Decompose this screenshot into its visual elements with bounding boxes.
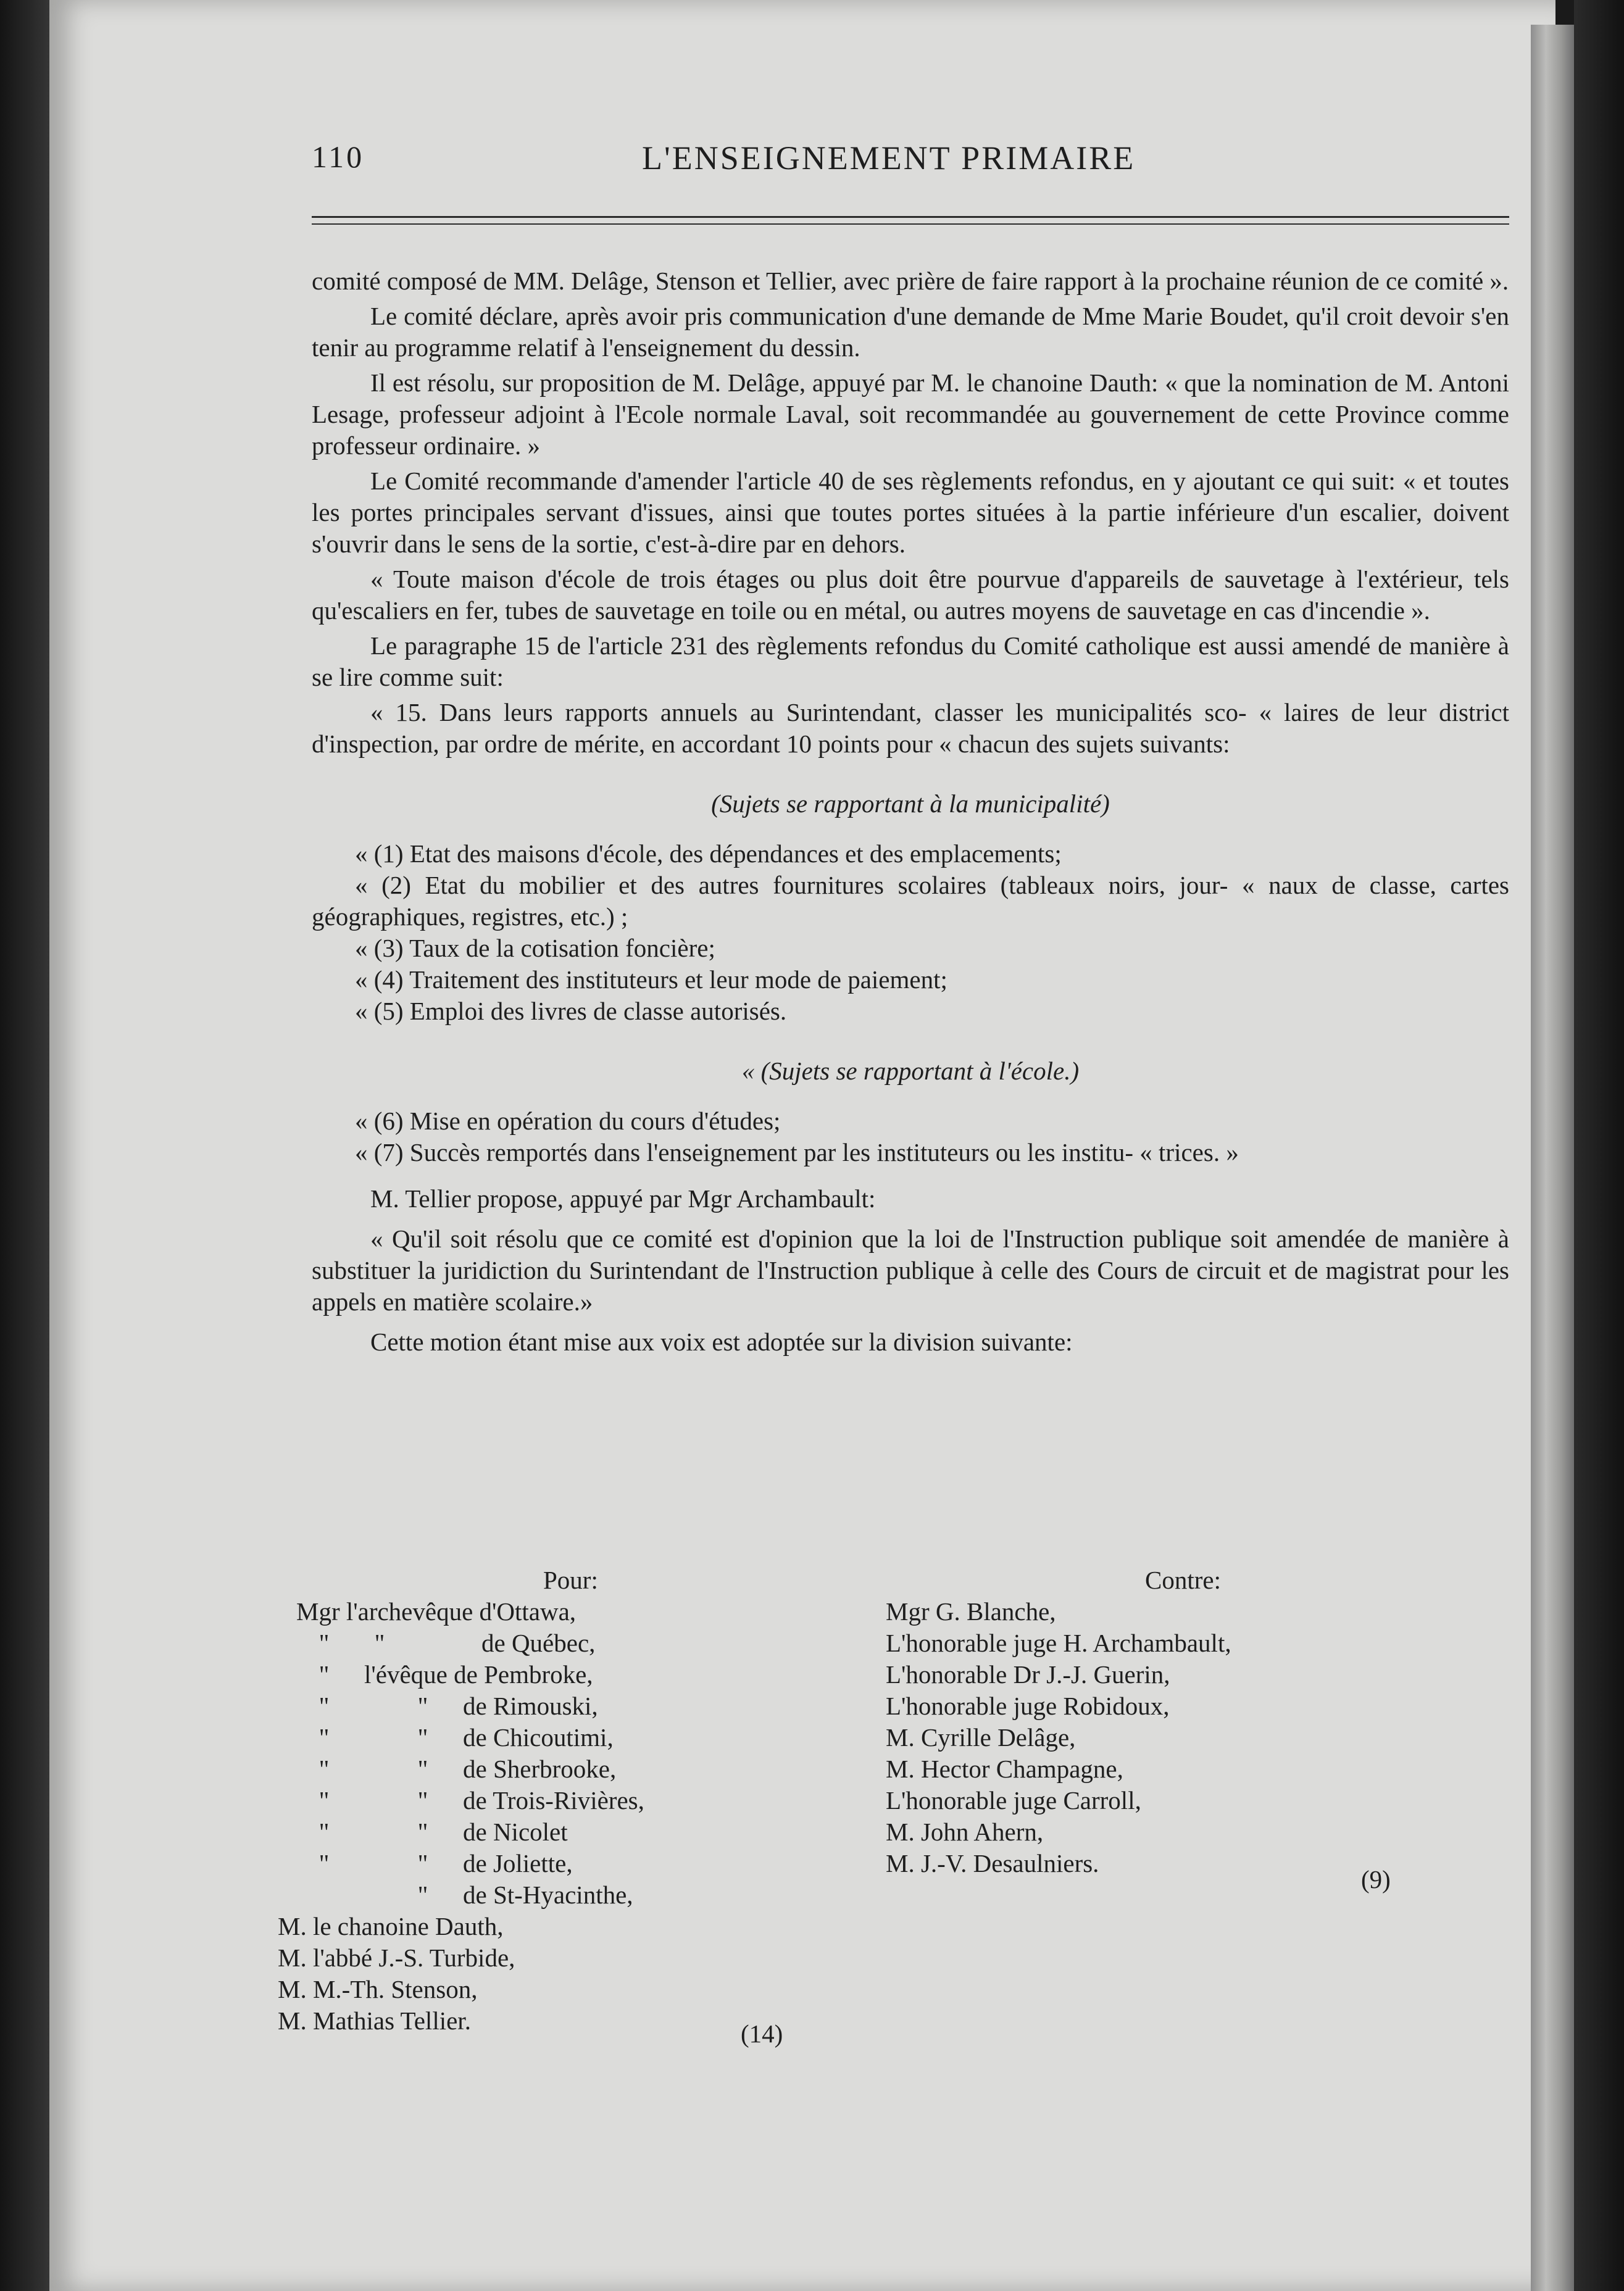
voter [278, 1785, 833, 1816]
section-heading-municipalite: (Sujets se rapportant à la municipalité) [711, 789, 1110, 818]
pour-count: (14) [741, 2019, 783, 2048]
votes-pour [278, 1565, 833, 2037]
voter: M. J.-V. Desaulniers. [886, 1849, 1099, 1877]
ditto-mark: " [417, 1818, 428, 1846]
section-heading-ecole: « (Sujets se rapportant à l'école.) [741, 1057, 1080, 1085]
voter [278, 1753, 833, 1785]
voter: M. Mathias Tellier. [278, 2006, 471, 2035]
voter-see: de St-Hyacinthe, [463, 1881, 633, 1909]
header-rule-bottom [312, 223, 1509, 225]
list-item: « (1) Etat des maisons d'école, des dépendances et des emplacements; [355, 839, 1062, 868]
list-item: « (2) Etat du mobilier et des autres fournitures scolaires (tableaux noirs, jour- « naux de classe, cartes géographiques, registres, etc.) ; [312, 871, 1509, 931]
voter: M. le chanoine Dauth, [278, 1912, 504, 1940]
ditto-mark: " [417, 1755, 428, 1783]
voter [278, 1659, 833, 1690]
ditto-mark: " [417, 1692, 428, 1720]
paragraph: Le paragraphe 15 de l'article 231 des règlements refondus du Comité catholique est aussi amendé de manière à se lire comme suit: [312, 631, 1509, 691]
section-items-ecole [312, 1105, 1509, 1168]
voter-see: de Sherbrooke, [463, 1755, 617, 1783]
ditto-mark: " [319, 1660, 330, 1689]
list-item: « (4) Traitement des instituteurs et leur mode de paiement; [355, 965, 947, 994]
paragraph: Le comité déclare, après avoir pris communication d'une demande de Mme Marie Boudet, qu'il croit devoir s'en tenir au programme relatif à l'enseignement du dessin. [312, 302, 1509, 362]
paragraph: « 15. Dans leurs rapports annuels au Surintendant, classer les municipalités sco- « laires de leur district d'inspection, par ordre de mérite, en accordant 10 points pour « chacun des sujets suivants: [312, 698, 1509, 758]
voter [278, 1848, 833, 1879]
ditto-mark: " [417, 1786, 428, 1815]
list-item: « (6) Mise en opération du cours d'études; [355, 1107, 781, 1135]
list-item: « (5) Emploi des livres de classe autorisés. [355, 997, 787, 1025]
ditto-mark: " [417, 1849, 428, 1877]
ditto-mark: " [319, 1629, 330, 1657]
votes-contre [886, 1565, 1441, 1879]
ditto-mark: " [374, 1629, 385, 1657]
voter-see: de Trois-Rivières, [463, 1786, 644, 1815]
ditto-mark: " [319, 1786, 330, 1815]
voter-see: de Québec, [481, 1629, 596, 1657]
voter [278, 1816, 833, 1848]
voter: M. M.-Th. Stenson, [278, 1975, 478, 2003]
running-head: L'ENSEIGNEMENT PRIMAIRE [642, 139, 1136, 177]
ditto-mark: " [319, 1818, 330, 1846]
ditto-mark: " [417, 1881, 428, 1909]
ditto-mark: " [319, 1755, 330, 1783]
ditto-mark: " [417, 1723, 428, 1752]
paragraph: comité composé de MM. Delâge, Stenson et Tellier, avec prière de faire rapport à la prochaine réunion de ce comité ». [312, 267, 1509, 295]
voter: M. l'abbé J.-S. Turbide, [278, 1944, 515, 1972]
ditto-mark: " [319, 1692, 330, 1720]
paragraph: « Toute maison d'école de trois étages ou plus doit être pourvue d'appareils de sauvetage à l'extérieur, tels qu'escaliers en fer, tubes de sauvetage en toile ou en métal, ou autres moyens de sauvetage en cas d'incendie ». [312, 565, 1509, 625]
voter: L'honorable juge H. Archambault, [886, 1629, 1231, 1657]
contre-label: Contre: [1145, 1566, 1221, 1594]
voter-see: de Nicolet [463, 1818, 568, 1846]
ditto-mark: " [319, 1723, 330, 1752]
voter: M. Hector Champagne, [886, 1755, 1123, 1783]
pour-label: Pour: [543, 1566, 598, 1594]
voter-see: de Joliette, [463, 1849, 573, 1877]
voter: L'honorable juge Carroll, [886, 1786, 1141, 1815]
voter-see: de Chicoutimi, [463, 1723, 614, 1752]
page-number: 110 [312, 139, 365, 174]
voter: Mgr l'archevêque d'Ottawa, [296, 1597, 577, 1626]
motion-result: Cette motion étant mise aux voix est adoptée sur la division suivante: [370, 1328, 1073, 1356]
motion-intro: M. Tellier propose, appuyé par Mgr Archambault: [370, 1184, 876, 1213]
voter-see: l'évêque de Pembroke, [364, 1660, 593, 1689]
list-item: « (7) Succès remportés dans l'enseignement par les instituteurs ou les institu- « trices. » [355, 1138, 1239, 1166]
voter [278, 1879, 833, 1911]
paragraph: Il est résolu, sur proposition de M. Delâge, appuyé par M. le chanoine Dauth: « que la nomination de M. Antoni Lesage, professeur adjoint à l'Ecole normale Laval, soit recommandée au gouvernement de cette Province comme professeur ordinaire. » [312, 368, 1509, 460]
voter: Mgr G. Blanche, [886, 1597, 1056, 1626]
body-text [312, 265, 1509, 1362]
scan-border-right [1574, 0, 1624, 2291]
list-item: « (3) Taux de la cotisation foncière; [355, 934, 715, 962]
voter-see: de Rimouski, [463, 1692, 598, 1720]
section-items-municipalite [312, 838, 1509, 1027]
ditto-mark: " [319, 1849, 330, 1877]
voter [278, 1722, 833, 1753]
voter: M. Cyrille Delâge, [886, 1723, 1076, 1752]
paragraph: Le Comité recommande d'amender l'article 40 de ses règlements refondus, en y ajoutant ce qui suit: « et toutes les portes principales servant d'issues, ainsi que toutes portes situées à la partie inférieure d'un escalier, doivent s'ouvrir dans le sens de la sortie, c'est-à-dire par en dehors. [312, 467, 1509, 558]
voter: M. John Ahern, [886, 1818, 1044, 1846]
voter [278, 1690, 833, 1722]
contre-count: (9) [1361, 1865, 1391, 1894]
header-rule-top [312, 216, 1509, 218]
voter: L'honorable juge Robidoux, [886, 1692, 1170, 1720]
scan-border-left [0, 0, 56, 2291]
voter [278, 1628, 833, 1659]
motion-text: « Qu'il soit résolu que ce comité est d'opinion que la loi de l'Instruction publique soit amendée de manière à substituer la juridiction du Surintendant de l'Instruction publique à celle des Cours de circuit et de magistrat pour les appels en matière scolaire.» [312, 1224, 1509, 1316]
voter: L'honorable Dr J.-J. Guerin, [886, 1660, 1170, 1689]
book-spine [1531, 25, 1574, 2291]
